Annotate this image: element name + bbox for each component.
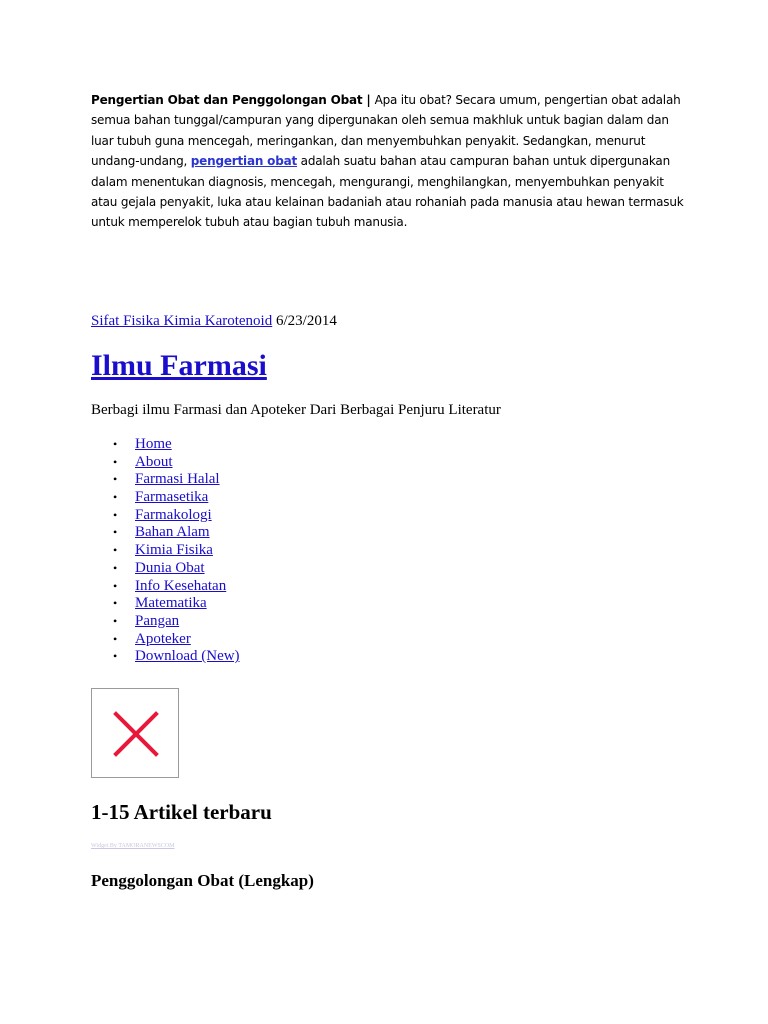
widget-credit <box>91 841 175 851</box>
bullet-icon: • <box>113 543 118 558</box>
nav-item-about <box>91 454 240 472</box>
widget-credit-link[interactable]: Widget By TAMORANEWSCOM <box>91 843 175 849</box>
nav-link-home[interactable]: Home <box>135 436 172 452</box>
nav-menu <box>91 436 240 666</box>
nav-item-farmasi-halal <box>91 471 240 489</box>
bullet-icon: • <box>113 613 118 628</box>
nav-item-dunia-obat <box>91 560 240 578</box>
nav-item-home <box>91 436 240 454</box>
bullet-icon: • <box>113 596 118 611</box>
nav-item-pangan <box>91 613 240 631</box>
nav-item-farmakologi <box>91 507 240 525</box>
bullet-icon: • <box>113 454 118 469</box>
intro-paragraph <box>91 90 691 233</box>
bullet-icon: • <box>113 472 118 487</box>
bullet-icon: • <box>113 525 118 540</box>
broken-image-x-icon <box>92 689 180 779</box>
bullet-icon: • <box>113 631 118 646</box>
nav-link-pangan[interactable]: Pangan <box>135 612 180 629</box>
bullet-icon: • <box>113 560 118 575</box>
nav-link-kimia-fisika[interactable]: Kimia Fisika <box>135 542 213 559</box>
nav-item-apoteker <box>91 631 240 649</box>
pengertian-obat-link[interactable]: pengertian obat <box>190 154 298 169</box>
nav-item-matematika <box>91 595 240 613</box>
blog-tagline: Berbagi ilmu Farmasi dan Apoteker Dari Berbagai Penjuru Literatur <box>91 402 501 418</box>
broken-image-placeholder <box>91 688 179 778</box>
nav-link-download[interactable]: Download (New) <box>135 648 240 665</box>
nav-item-info-kesehatan <box>91 578 240 596</box>
recent-articles-heading: 1-15 Artikel terbaru <box>91 800 272 824</box>
nav-link-farmasetika[interactable]: Farmasetika <box>135 489 209 506</box>
nav-link-about[interactable]: About <box>135 453 173 470</box>
nav-item-farmasetika <box>91 489 240 507</box>
bullet-icon: • <box>113 507 118 522</box>
nav-link-apoteker[interactable]: Apoteker <box>135 630 191 647</box>
nav-item-bahan-alam <box>91 524 240 542</box>
bullet-icon: • <box>113 649 118 664</box>
bullet-icon: • <box>113 490 118 505</box>
nav-link-farmasi-halal[interactable]: Farmasi Halal <box>135 471 220 488</box>
intro-lead: Pengertian Obat dan Penggolongan Obat | <box>91 93 375 107</box>
intro-text-before-link: Apa itu obat? Secara umum, pengertian obat adalah semua bahan tunggal/campuran yang dipergunakan oleh semua makhluk untuk bagian dalam dan luar tubuh guna mencegah, meringankan, dan menyembuhkan penyakit. Sedangkan, menurut undang-undang, <box>91 93 681 169</box>
post-meta <box>91 311 337 331</box>
blog-title <box>91 344 267 388</box>
blog-title-link[interactable]: Ilmu Farmasi <box>91 349 267 382</box>
post-date: 6/23/2014 <box>275 313 337 329</box>
nav-link-farmakologi[interactable]: Farmakologi <box>135 506 212 523</box>
article-heading: Penggolongan Obat (Lengkap) <box>91 871 314 890</box>
bullet-icon: • <box>113 437 118 451</box>
nav-item-download <box>91 648 240 666</box>
nav-link-bahan-alam[interactable]: Bahan Alam <box>135 524 210 541</box>
nav-link-dunia-obat[interactable]: Dunia Obat <box>135 559 205 576</box>
nav-link-info-kesehatan[interactable]: Info Kesehatan <box>135 577 227 594</box>
intro-text-after-link: adalah suatu bahan atau campuran bahan untuk dipergunakan dalam menentukan diagnosis, mencegah, mengurangi, menghilangkan, menyembuhkan penyakit atau gejala penyakit, luka atau kelainan badaniah atau rohaniah pada manusia atau hewan termasuk untuk memperelok tubuh atau bagian tubuh manusia. <box>91 154 684 230</box>
nav-link-matematika[interactable]: Matematika <box>135 595 207 612</box>
post-title-link[interactable]: Sifat Fisika Kimia Karotenoid <box>91 313 273 329</box>
bullet-icon: • <box>113 578 118 593</box>
nav-item-kimia-fisika <box>91 542 240 560</box>
